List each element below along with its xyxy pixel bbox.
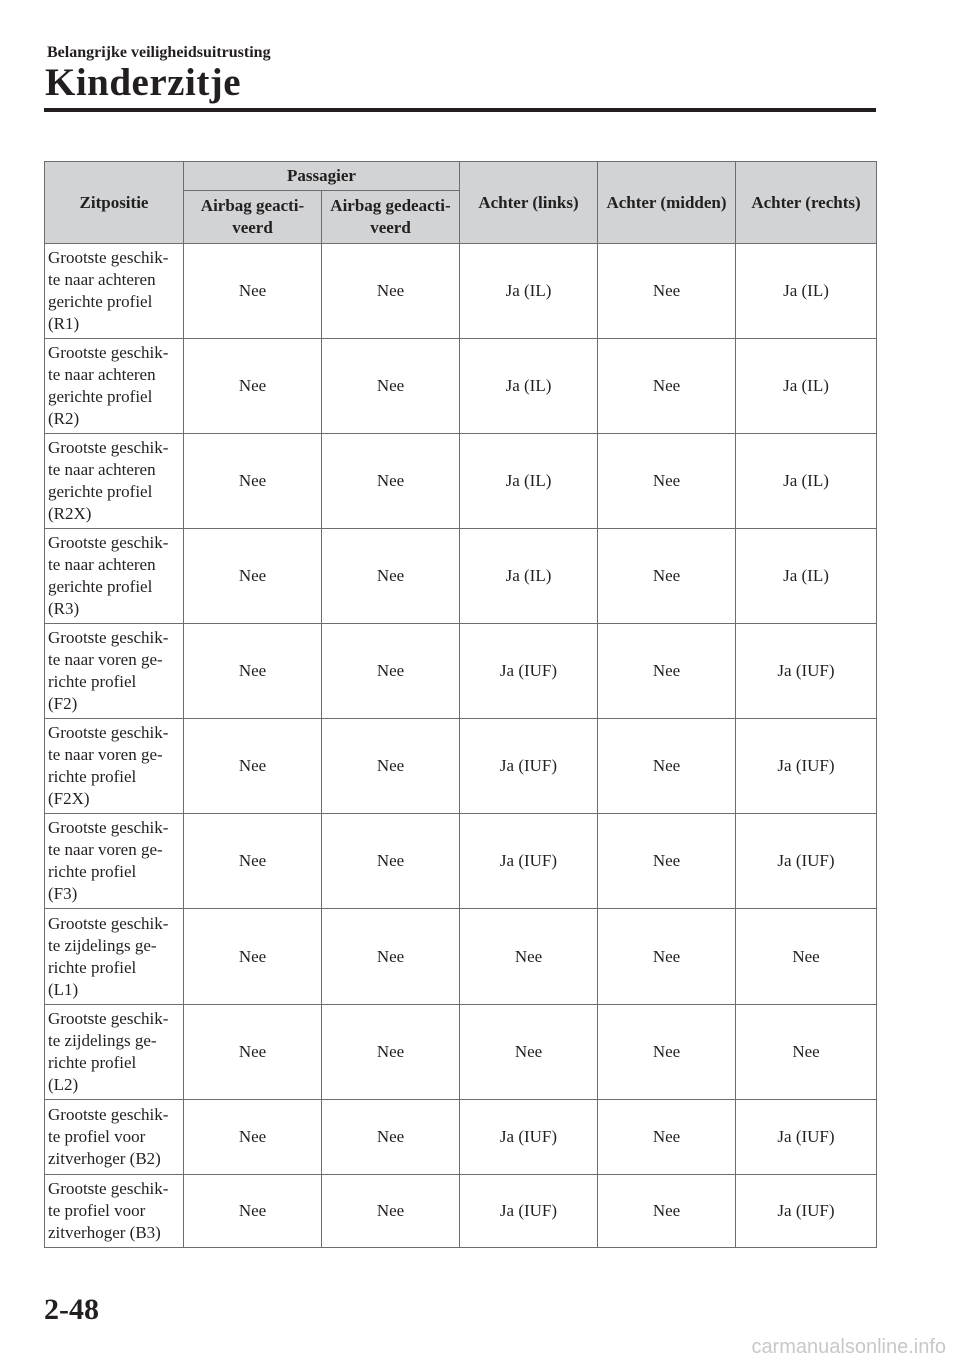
cell-rear-middle: Nee	[598, 719, 736, 814]
table-body	[45, 244, 877, 1248]
cell-rear-middle: Nee	[598, 624, 736, 719]
cell-rear-right: Ja (IL)	[736, 434, 877, 529]
cell-airbag-off: Nee	[322, 719, 460, 814]
cell-rear-middle: Nee	[598, 814, 736, 909]
cell-position: Grootste geschik- te zijdelings ge- richte profiel (L2)	[45, 1005, 184, 1100]
table-row	[45, 1100, 877, 1175]
table-row	[45, 529, 877, 624]
table-row	[45, 909, 877, 1005]
watermark: carmanualsonline.info	[751, 1336, 946, 1358]
cell-airbag-off: Nee	[322, 339, 460, 434]
cell-airbag-on: Nee	[184, 244, 322, 339]
cell-rear-right: Ja (IUF)	[736, 1100, 877, 1175]
cell-position: Grootste geschik- te naar voren ge- richte profiel (F2)	[45, 624, 184, 719]
cell-rear-middle: Nee	[598, 529, 736, 624]
cell-rear-left: Ja (IUF)	[460, 624, 598, 719]
cell-rear-left: Ja (IL)	[460, 339, 598, 434]
cell-airbag-off: Nee	[322, 1175, 460, 1248]
cell-rear-right: Ja (IUF)	[736, 814, 877, 909]
cell-rear-right: Ja (IL)	[736, 529, 877, 624]
title-divider	[44, 108, 876, 112]
cell-rear-middle: Nee	[598, 339, 736, 434]
cell-position: Grootste geschik- te zijdelings ge- richte profiel (L1)	[45, 909, 184, 1005]
cell-airbag-off: Nee	[322, 624, 460, 719]
cell-position: Grootste geschik- te naar voren ge- richte profiel (F3)	[45, 814, 184, 909]
table-row	[45, 1005, 877, 1100]
cell-airbag-on: Nee	[184, 339, 322, 434]
cell-airbag-on: Nee	[184, 624, 322, 719]
table-row	[45, 244, 877, 339]
cell-position: Grootste geschik- te profiel voor zitverhoger (B2)	[45, 1100, 184, 1175]
cell-rear-right: Ja (IUF)	[736, 719, 877, 814]
header-passenger: Passagier	[184, 162, 460, 191]
cell-airbag-off: Nee	[322, 529, 460, 624]
cell-rear-middle: Nee	[598, 1175, 736, 1248]
cell-rear-left: Nee	[460, 1005, 598, 1100]
cell-airbag-on: Nee	[184, 719, 322, 814]
child-seat-table	[44, 161, 877, 1248]
cell-position: Grootste geschik- te profiel voor zitverhoger (B3)	[45, 1175, 184, 1248]
cell-rear-right: Ja (IUF)	[736, 1175, 877, 1248]
cell-rear-middle: Nee	[598, 1100, 736, 1175]
cell-rear-left: Ja (IL)	[460, 529, 598, 624]
cell-airbag-on: Nee	[184, 814, 322, 909]
table-row	[45, 434, 877, 529]
header-rear-right: Achter (rechts)	[736, 162, 877, 244]
cell-airbag-on: Nee	[184, 1175, 322, 1248]
cell-rear-left: Ja (IL)	[460, 244, 598, 339]
cell-airbag-off: Nee	[322, 244, 460, 339]
cell-airbag-off: Nee	[322, 909, 460, 1005]
cell-rear-right: Ja (IL)	[736, 339, 877, 434]
cell-airbag-off: Nee	[322, 1005, 460, 1100]
cell-rear-left: Ja (IL)	[460, 434, 598, 529]
page-title: Kinderzitje	[45, 61, 242, 104]
cell-position: Grootste geschik- te naar voren ge- richte profiel (F2X)	[45, 719, 184, 814]
cell-rear-left: Ja (IUF)	[460, 1100, 598, 1175]
cell-rear-left: Ja (IUF)	[460, 1175, 598, 1248]
cell-airbag-off: Nee	[322, 434, 460, 529]
cell-rear-middle: Nee	[598, 1005, 736, 1100]
header-airbag-deactivated: Airbag gedeacti- veerd	[322, 191, 460, 244]
cell-rear-left: Nee	[460, 909, 598, 1005]
header-airbag-activated: Airbag geacti- veerd	[184, 191, 322, 244]
header-rear-middle: Achter (midden)	[598, 162, 736, 244]
cell-rear-middle: Nee	[598, 909, 736, 1005]
table-row	[45, 624, 877, 719]
cell-rear-right: Nee	[736, 909, 877, 1005]
cell-airbag-on: Nee	[184, 434, 322, 529]
header-position: Zitpositie	[45, 162, 184, 244]
cell-airbag-on: Nee	[184, 909, 322, 1005]
cell-position: Grootste geschik- te naar achteren gerichte profiel (R2)	[45, 339, 184, 434]
cell-rear-middle: Nee	[598, 244, 736, 339]
cell-airbag-on: Nee	[184, 1005, 322, 1100]
cell-rear-right: Ja (IUF)	[736, 624, 877, 719]
table-row	[45, 339, 877, 434]
cell-airbag-on: Nee	[184, 1100, 322, 1175]
cell-rear-middle: Nee	[598, 434, 736, 529]
cell-airbag-off: Nee	[322, 814, 460, 909]
cell-position: Grootste geschik- te naar achteren gerichte profiel (R3)	[45, 529, 184, 624]
table-row	[45, 1175, 877, 1248]
page-number: 2-48	[44, 1293, 99, 1326]
cell-airbag-off: Nee	[322, 1100, 460, 1175]
cell-rear-right: Nee	[736, 1005, 877, 1100]
cell-rear-left: Ja (IUF)	[460, 814, 598, 909]
cell-position: Grootste geschik- te naar achteren gerichte profiel (R1)	[45, 244, 184, 339]
cell-rear-left: Ja (IUF)	[460, 719, 598, 814]
section-heading: Belangrijke veiligheidsuitrusting	[47, 44, 271, 61]
table-row	[45, 814, 877, 909]
table-row	[45, 719, 877, 814]
header-rear-left: Achter (links)	[460, 162, 598, 244]
cell-position: Grootste geschik- te naar achteren gerichte profiel (R2X)	[45, 434, 184, 529]
cell-rear-right: Ja (IL)	[736, 244, 877, 339]
cell-airbag-on: Nee	[184, 529, 322, 624]
